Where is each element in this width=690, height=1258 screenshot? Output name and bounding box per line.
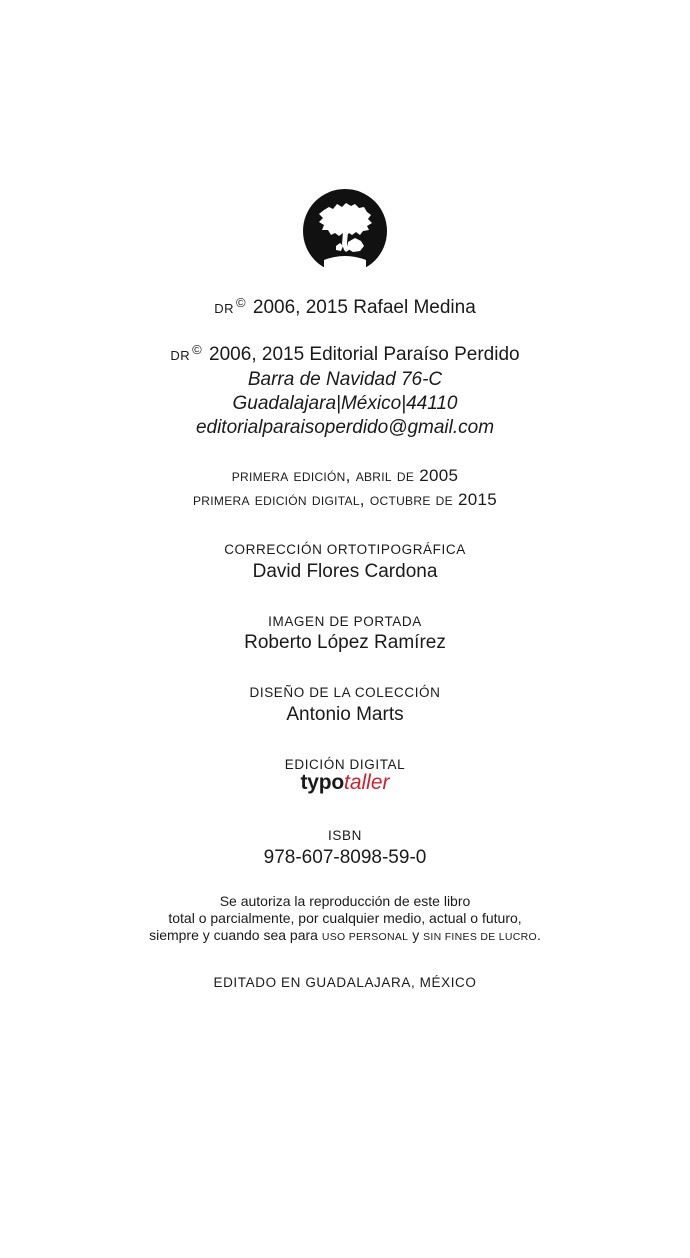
credit-name-design: Antonio Marts	[286, 704, 404, 725]
publisher-email: editorialparaisoperdido@gmail.com	[195, 417, 495, 438]
publisher-copyright	[0, 344, 690, 366]
typotaller-brand-part1: typo	[300, 771, 344, 794]
license-line-2: total o parcialmente, por cualquier medio, actual o futuro,	[168, 910, 522, 926]
digital-edition-label: primera edición digital, octubre de	[193, 490, 453, 509]
typotaller-logo	[0, 771, 690, 795]
license-line-3-mid: y	[412, 927, 420, 943]
address-street: Barra de Navidad 76-C	[247, 369, 443, 390]
first-edition-year: 2005	[419, 466, 459, 485]
author-copyright	[0, 297, 690, 319]
digital-edition-date	[0, 490, 690, 510]
address-city: Guadalajara|México|44110	[232, 393, 458, 414]
isbn-label: ISBN	[328, 828, 362, 843]
credit-name-cover: Roberto López Ramírez	[244, 632, 446, 653]
dr-prefix: DR	[214, 301, 234, 316]
credit-label-proofreading: CORRECCIÓN ORTOTIPOGRÁFICA	[224, 542, 466, 557]
typotaller-brand-part2: taller	[344, 771, 390, 794]
license-line-3-end: .	[537, 927, 541, 943]
license-line-3-prefix: siempre y cuando sea para	[149, 927, 318, 943]
isbn-value: 978-607-8098-59-0	[263, 847, 427, 868]
first-edition	[0, 466, 690, 486]
publisher-tree-logo-icon	[302, 188, 388, 274]
license-non-profit: SIN FINES DE LUCRO	[423, 931, 538, 943]
digital-edition-label: EDICIÓN DIGITAL	[284, 757, 406, 772]
edited-in-footer: EDITADO EN GUADALAJARA, MÉXICO	[213, 975, 477, 990]
license-line-1: Se autoriza la reproducción de este libro	[219, 893, 471, 909]
publisher-copyright-text: 2006, 2015 Editorial Paraíso Perdido	[209, 344, 520, 365]
credit-label-cover: IMAGEN DE PORTADA	[268, 614, 422, 629]
copyright-symbol: ©	[192, 342, 202, 357]
license-line-3	[0, 927, 690, 943]
credit-label-design: DISEÑO DE LA COLECCIÓN	[249, 685, 441, 700]
first-edition-label: primera edición, abril de	[231, 466, 415, 485]
digital-edition-year: 2015	[457, 490, 497, 509]
author-copyright-text: 2006, 2015 Rafael Medina	[252, 297, 476, 318]
credit-name-proofreading: David Flores Cardona	[252, 561, 438, 582]
dr-prefix: DR	[170, 348, 191, 363]
copyright-symbol: ©	[236, 295, 246, 310]
license-personal-use: USO PERSONAL	[321, 931, 409, 943]
